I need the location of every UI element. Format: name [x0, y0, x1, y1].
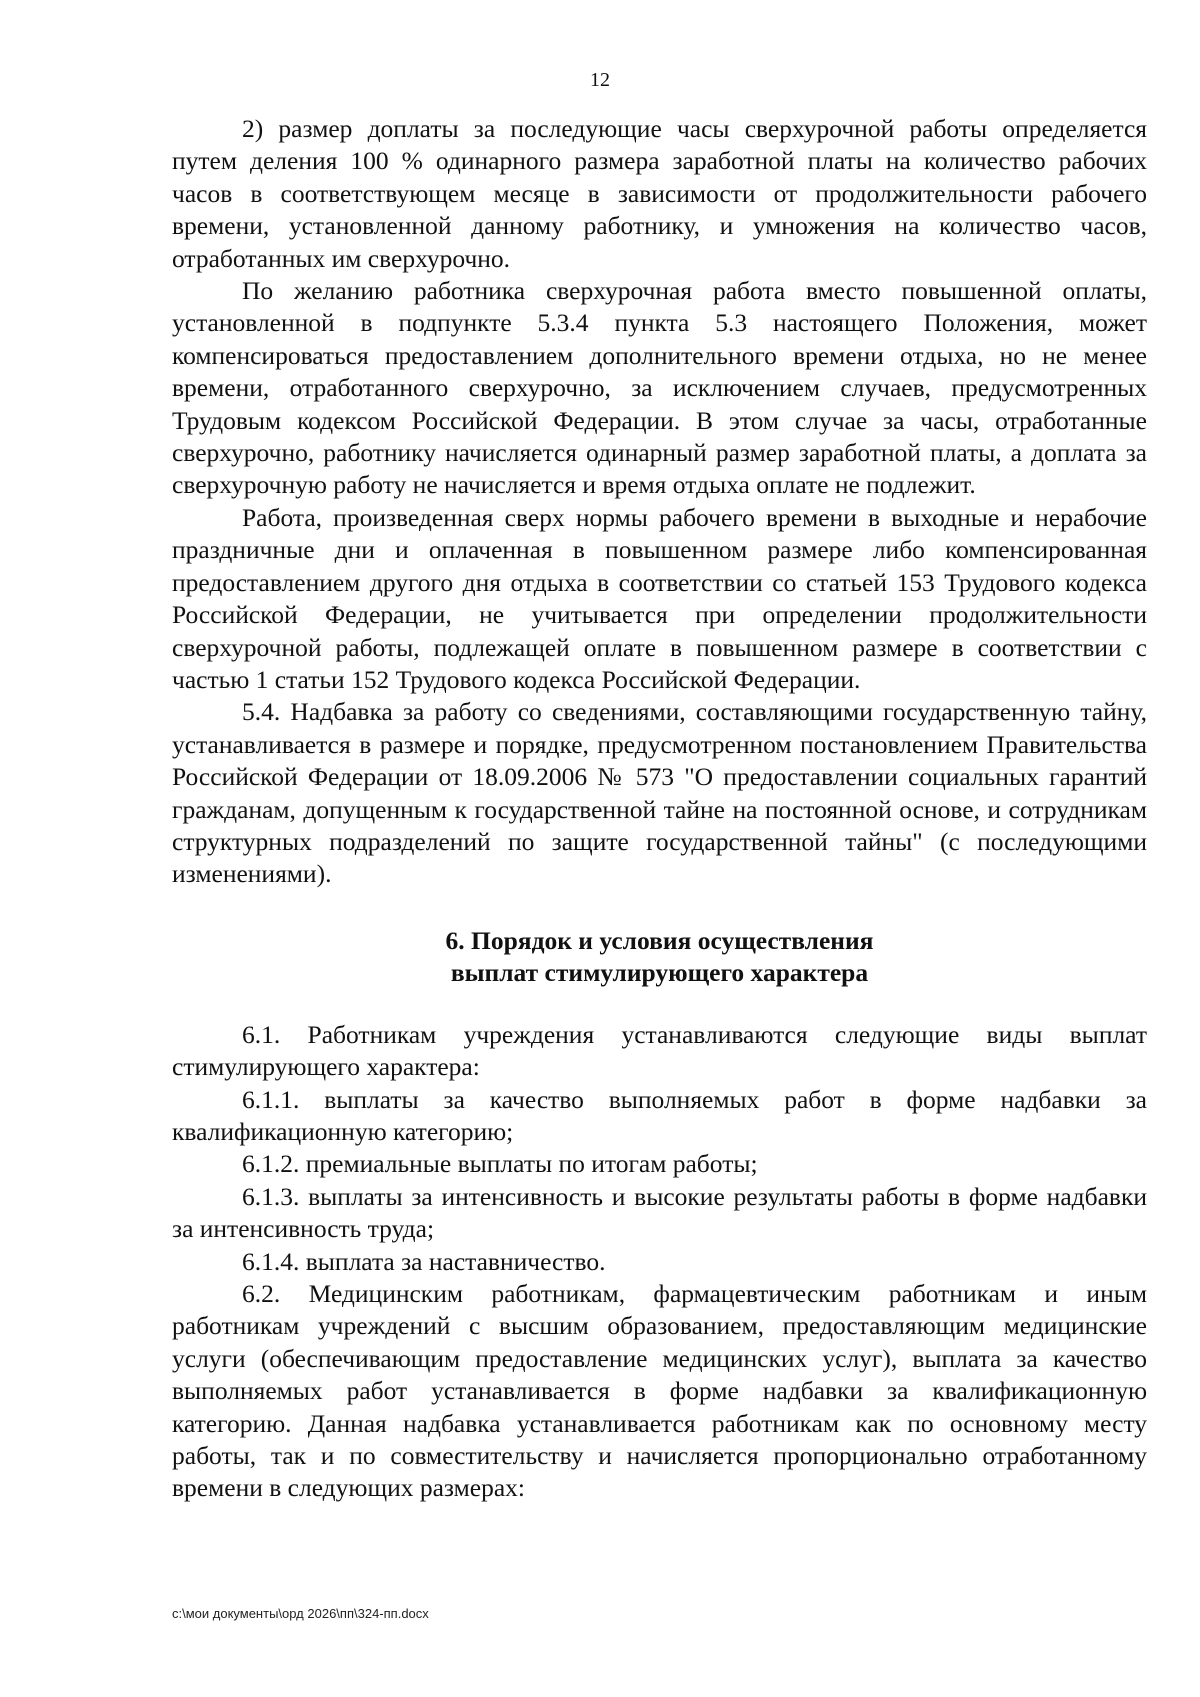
- document-body: [172, 113, 1147, 1505]
- paragraph-6-1-3: 6.1.3. выплаты за интенсивность и высокие результаты работы в форме надбавки за интенсивность труда;: [172, 1181, 1147, 1244]
- paragraph-6-1-1: 6.1.1. выплаты за качество выполняемых работ в форме надбавки за квалификационную категорию;: [172, 1084, 1147, 1146]
- paragraph-6-2: 6.2. Медицинским работникам, фармацевтическим работникам и иным работникам учреждений с высшим образованием, предоставляющим медицинские услуги (обеспечивающим предоставление медицинских услуг), выплата за качество выполняемых работ устанавливается в форме надбавки за квалификационную категорию. Данная надбавка устанавливается работникам как по основному месту работы, так и по совместительству и начисляется пропорционально отработанному времени в следующих размерах:: [172, 1279, 1147, 1503]
- paragraph-5-4-state-secret: 5.4. Надбавка за работу со сведениями, составляющими государственную тайну, устанавливается в размере и порядке, предусмотренном постановлением Правительства Российской Федерации от 18.09.2006 № 573 "О предоставлении социальных гарантий гражданам, допущенным к государственной тайне на постоянной основе, и сотрудникам структурных подразделений по защите государственной тайны" (с последующими изменениями).: [172, 697, 1147, 889]
- section-heading-line-2: выплат стимулирующего характера: [450, 957, 869, 987]
- paragraph-overtime-pay-2: 2) размер доплаты за последующие часы сверхурочной работы определяется путем деления 100 % одинарного размера заработной платы на количество рабочих часов в соответствующем месяце в зависимости от продолжительности рабочего времени, установленной данному работнику, и умножения на количество часов, отработанных им сверхурочно.: [172, 114, 1147, 273]
- paragraph-6-1-2: 6.1.2. премиальные выплаты по итогам работы;: [242, 1149, 758, 1179]
- paragraph-6-1: 6.1. Работникам учреждения устанавливаются следующие виды выплат стимулирующего характера:: [172, 1019, 1147, 1082]
- page-number: 12: [590, 69, 610, 91]
- section-heading-6: [172, 925, 1147, 989]
- paragraph-6-1-4: 6.1.4. выплата за наставничество.: [242, 1246, 606, 1276]
- footer-file-path: c:\мои документы\орд 2026\пп\324-пп.docx: [172, 1606, 429, 1621]
- paragraph-overtime-compensation: По желанию работника сверхурочная работа вместо повышенной оплаты, установленной в подпункте 5.3.4 пункта 5.3 настоящего Положения, может компенсироваться предоставлением дополнительного времени отдыха, но не менее времени, отработанного сверхурочно, за исключением случаев, предусмотренных Трудовым кодексом Российской Федерации. В этом случае за часы, отработанные сверхурочно, работнику начисляется одинарный размер заработной платы, а доплата за сверхурочную работу не начисляется и время отдыха оплате не подлежит.: [172, 276, 1147, 500]
- paragraph-holiday-work: Работа, произведенная сверх нормы рабочего времени в выходные и нерабочие праздничные дни и оплаченная в повышенном размере либо компенсированная предоставлением другого дня отдыха в соответствии со статьей 153 Трудового кодекса Российской Федерации, не учитывается при определении продолжительности сверхурочной работы, подлежащей оплате в повышенном размере в соответствии с частью 1 статьи 152 Трудового кодекса Российской Федерации.: [172, 502, 1147, 694]
- section-heading-line-1: 6. Порядок и условия осуществления: [445, 925, 874, 955]
